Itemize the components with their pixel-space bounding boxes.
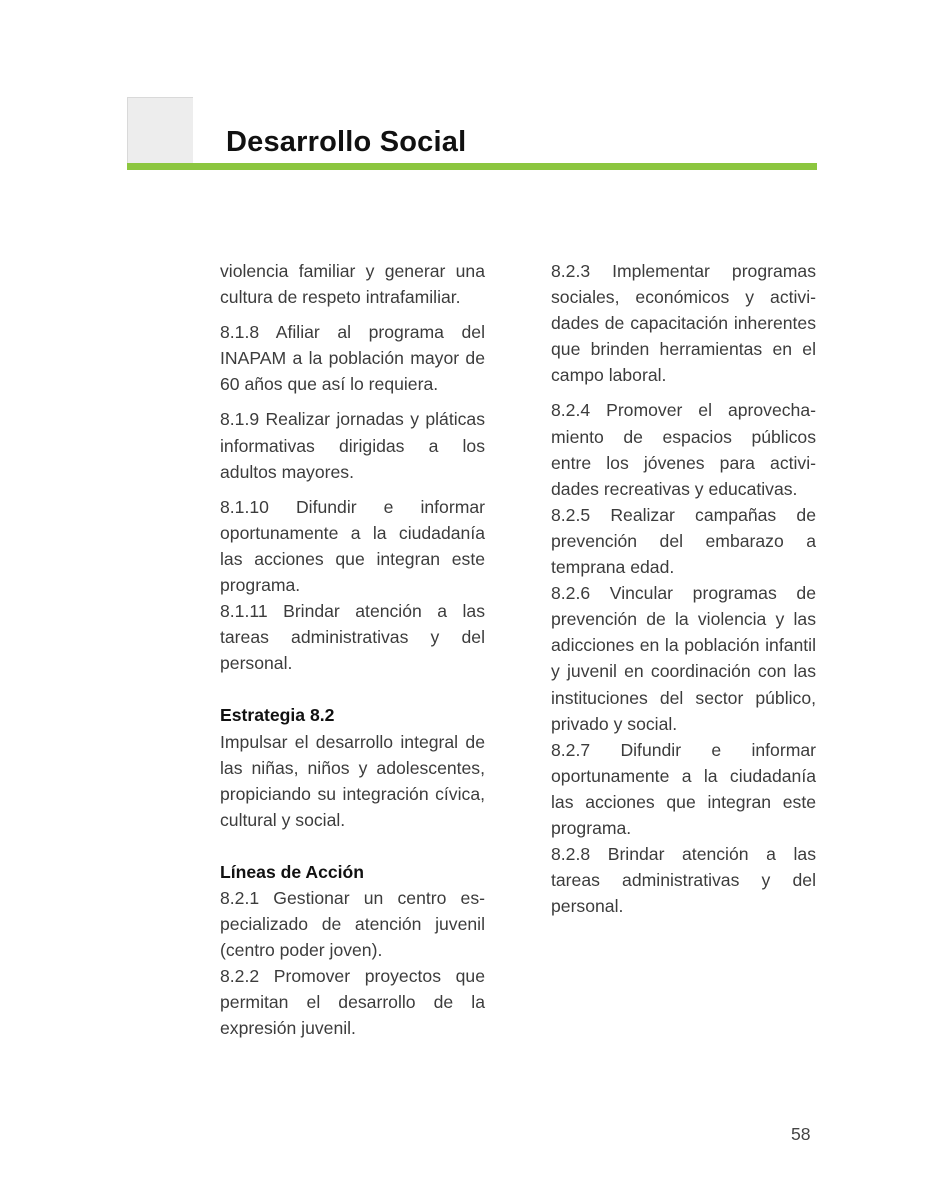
action-item-8-2-1: 8.2.1 Gestionar un centro especializado de atención juvenil (centro poder joven). [220, 887, 485, 961]
action-item-8-2-8: 8.2.8 Brindar atención a las tareas administrativas y del personal. [551, 844, 816, 917]
page-number: 58 [791, 1124, 811, 1144]
right-column [551, 258, 816, 919]
action-item-8-2-3: 8.2.3 Implementar programas sociales, económicos y actividades de capacitación inherentes que brinden herramientas en el campo laboral. [551, 261, 816, 386]
left-column [220, 258, 485, 1042]
strategy-text: Impulsar el desarrollo integral de las niñas, niños y adolescentes, propiciando su integración cívica, cultural y social. [220, 731, 485, 830]
action-item-8-1-8: 8.1.8 Afiliar al programa del INAPAM a la población mayor de 60 años que así lo requiera. [220, 322, 485, 395]
action-item-8-2-6: 8.2.6 Vincular programas de prevención de la violencia y las adicciones en la población infantil y juvenil en coordinación con las instituciones del sector público, privado y social. [551, 583, 816, 734]
action-item-8-2-5: 8.2.5 Realizar campañas de prevención del embarazo a temprana edad. [551, 504, 816, 578]
action-lines-heading: Líneas de Acción [220, 861, 365, 882]
paragraph: violencia familiar y generar una cultura de respeto intrafamiliar. [220, 261, 485, 308]
header-decor-box [127, 97, 193, 164]
header-divider [127, 163, 817, 170]
page-title: Desarrollo Social [226, 126, 467, 158]
action-item-8-2-4: 8.2.4 Promover el aprovechamiento de espacios públicos entre los jóvenes para actividades recreativas y educativas. [551, 400, 816, 499]
action-item-8-1-10: 8.1.10 Difundir e informar oportunamente a la ciudadanía las acciones que integran este programa. [220, 496, 485, 596]
action-item-8-2-2: 8.2.2 Promover proyectos que permitan el desarrollo de la expresión juvenil. [220, 966, 485, 1039]
action-item-8-2-7: 8.2.7 Difundir e informar oportunamente a la ciudadanía las acciones que integran este programa. [551, 739, 816, 838]
action-item-8-1-9: 8.1.9 Realizar jornadas y pláticas informativas dirigidas a los adultos mayores. [220, 409, 485, 482]
action-item-8-1-11: 8.1.11 Brindar atención a las tareas administrativas y del personal. [220, 601, 485, 674]
strategy-heading: Estrategia 8.2 [220, 705, 335, 726]
